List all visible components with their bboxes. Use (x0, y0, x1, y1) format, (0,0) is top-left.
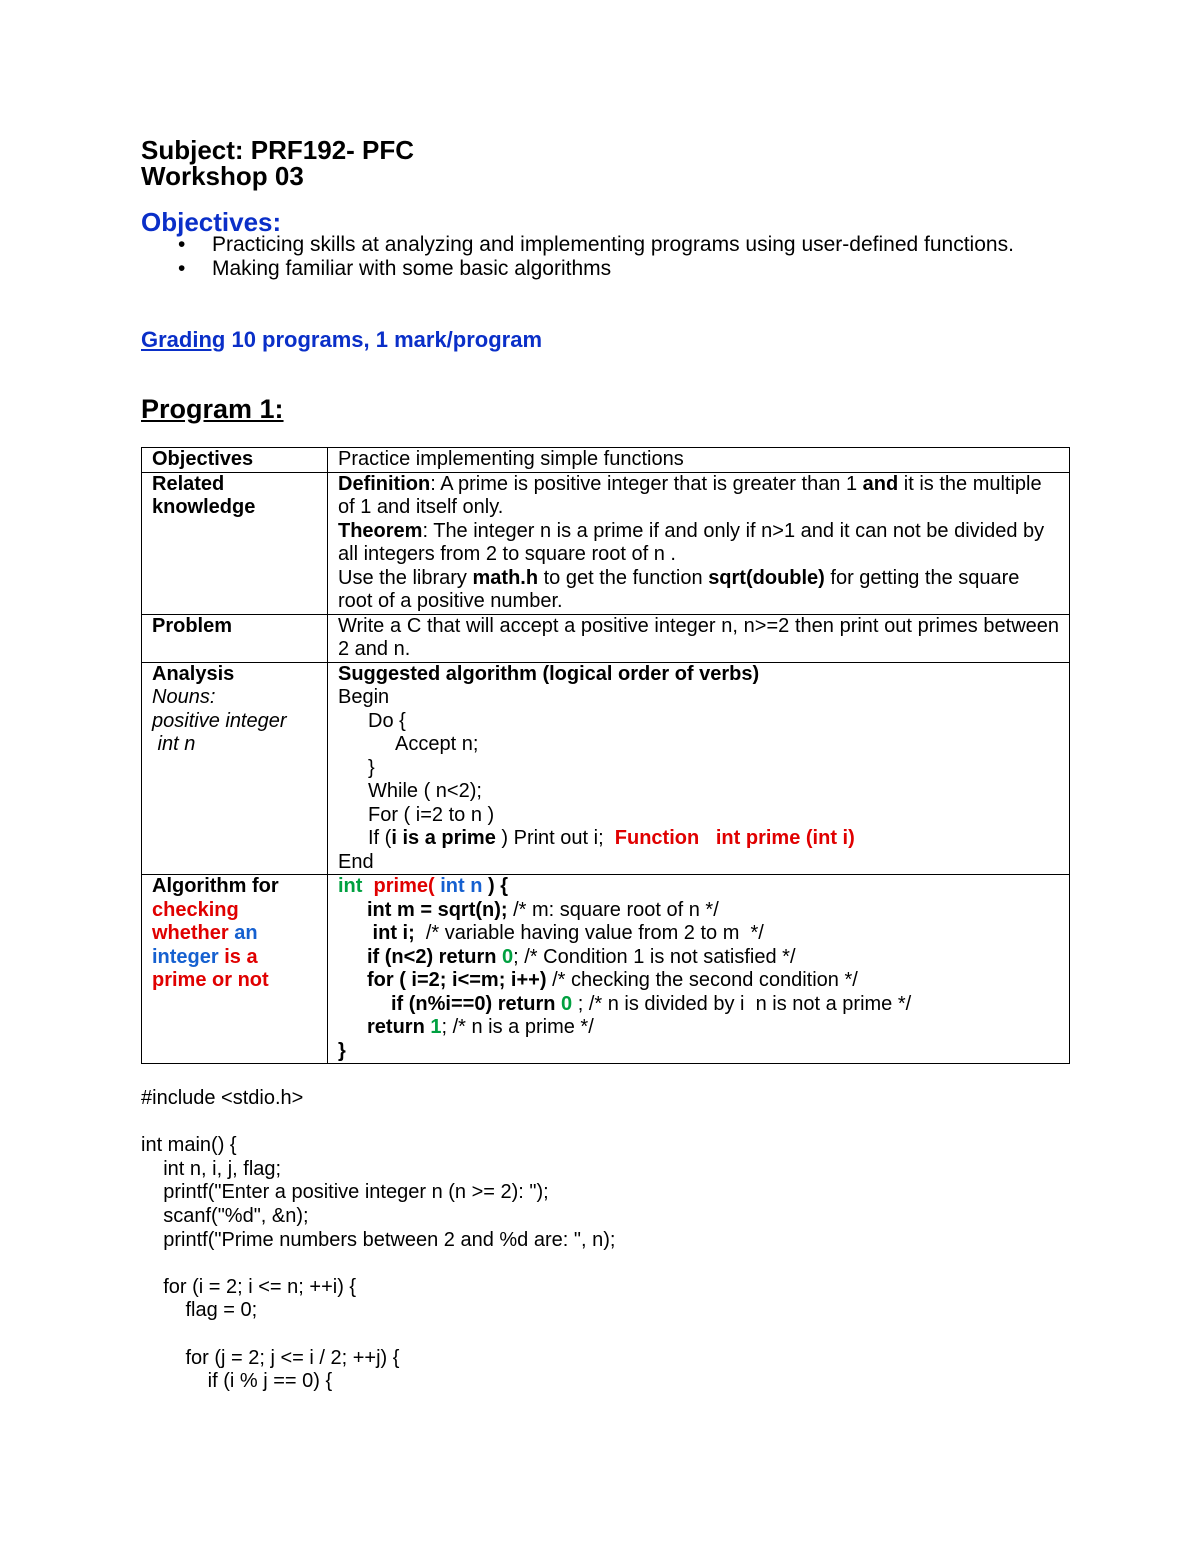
row-label: Problem (142, 614, 328, 662)
grading-label: Grading (141, 327, 226, 352)
code-line: for (i = 2; i <= n; ++i) { (141, 1275, 357, 1298)
label-word: integer (152, 945, 219, 968)
code-comment: ; /* n is divided by i n is not a prime */ (572, 992, 912, 1015)
library-text: for getting the square root of a positive number. (338, 566, 1020, 612)
row-content: Practice implementing simple functions (328, 448, 1070, 473)
row-label (142, 662, 328, 875)
noun-item: int n (152, 733, 196, 755)
algorithm-heading: Suggested algorithm (logical order of verbs) (338, 662, 760, 685)
row-content (328, 875, 1070, 1064)
code-line: for (j = 2; j <= i / 2; ++j) { (141, 1346, 400, 1369)
library-paragraph (338, 567, 1059, 614)
pseudo-text: i is a prime (391, 827, 496, 849)
pseudo-line: While ( n<2); (368, 780, 482, 802)
code-line (141, 1252, 615, 1276)
code-token: prime( (362, 875, 435, 897)
code-line (338, 899, 1059, 923)
grading-line (141, 327, 542, 353)
noun-item: positive integer (152, 709, 287, 732)
nouns-label: Nouns: (152, 686, 216, 708)
definition-text: : A prime is positive integer that is greater than 1 (430, 472, 863, 495)
bullet-icon: • (178, 233, 186, 256)
code-line: printf("Prime numbers between 2 and %d are: ", n); (141, 1228, 616, 1251)
label-word: is a (224, 945, 258, 968)
definition-text: it is the multiple of 1 and itself only. (338, 472, 1042, 518)
pseudo-text: ) Print out i; (495, 827, 615, 849)
code-token: if (n<2) return (367, 945, 503, 968)
code-line (141, 1323, 615, 1347)
library-name: math.h (472, 566, 539, 589)
code-comment: /* checking the second condition */ (546, 969, 858, 991)
code-comment: ; /* Condition 1 is not satisfied */ (513, 945, 796, 968)
program-title: Program 1: (141, 394, 284, 424)
bullet-icon: • (178, 257, 186, 280)
table-row (142, 472, 1070, 614)
table-row (142, 448, 1070, 473)
label-line (152, 946, 317, 970)
theorem-label: Theorem (338, 519, 423, 542)
code-token: int m = sqrt(n); (367, 898, 508, 921)
table-row (142, 662, 1070, 875)
objectives-list (178, 233, 1058, 281)
code-token: ) { (482, 875, 509, 897)
main-code-block (141, 1087, 615, 1394)
row-content: Write a C that will accept a positive integer n, n>=2 then print out primes between 2 and n. (328, 614, 1070, 662)
pseudo-line: For ( i=2 to n ) (368, 803, 495, 826)
code-token: int i; (367, 922, 415, 944)
analysis-label: Analysis (152, 662, 235, 685)
code-comment: ; /* n is a prime */ (441, 1016, 594, 1038)
library-text: to get the function (538, 566, 709, 589)
code-line (338, 1016, 1059, 1040)
subject-title: Subject: PRF192- PFC (141, 135, 415, 165)
theorem-paragraph (338, 520, 1059, 567)
label-line: checking (152, 898, 239, 921)
row-content (328, 662, 1070, 875)
code-line (338, 922, 1059, 946)
code-line (338, 946, 1059, 970)
objectives-heading: Objectives: (141, 207, 282, 237)
code-line: #include <stdio.h> (141, 1087, 304, 1109)
code-token: 0 (502, 945, 514, 968)
label-line: prime or not (152, 969, 269, 991)
definition-and: and (862, 472, 899, 495)
code-token: int (338, 875, 363, 897)
code-line: if (i % j == 0) { (141, 1370, 333, 1393)
definition-label: Definition (338, 472, 431, 495)
pseudo-line: End (338, 850, 374, 873)
pseudo-line: Accept n; (395, 733, 479, 755)
code-line: scanf("%d", &n); (141, 1204, 309, 1227)
code-token: 1 (430, 1016, 442, 1038)
code-token: 0 (561, 992, 573, 1015)
row-label (142, 875, 328, 1064)
label-word: whether (152, 922, 229, 944)
table-row (142, 875, 1070, 1064)
pseudo-text: If ( (368, 827, 392, 849)
label-line: knowledge (152, 496, 256, 518)
code-token: return (367, 1016, 431, 1038)
code-line: int main() { (141, 1134, 237, 1157)
label-word: an (234, 922, 258, 944)
code-line (141, 1111, 615, 1135)
code-line: flag = 0; (141, 1299, 258, 1322)
code-line: printf("Enter a positive integer n (n >= 2): "); (141, 1181, 549, 1204)
workshop-title: Workshop 03 (141, 161, 304, 191)
row-label (142, 472, 328, 614)
program-spec-table (141, 447, 1070, 1064)
list-item (178, 257, 1058, 281)
label-line: Related (152, 472, 225, 495)
code-token: for ( i=2; i<=m; i++) (367, 969, 547, 991)
code-line: int n, i, j, flag; (141, 1157, 282, 1180)
row-content (328, 472, 1070, 614)
code-line (338, 875, 1059, 899)
objective-text: Making familiar with some basic algorithms (212, 257, 612, 280)
pseudo-line: Do { (368, 709, 406, 732)
theorem-text: : The integer n is a prime if and only if n>1 and it can not be divided by all integers from 2 to square root of n . (338, 519, 1045, 565)
code-comment: /* m: square root of n */ (507, 898, 719, 921)
pseudo-line: } (368, 756, 375, 779)
objective-text: Practicing skills at analyzing and implementing programs using user-defined functions. (212, 233, 1014, 256)
code-line: } (338, 1039, 346, 1062)
library-text: Use the library (338, 566, 473, 589)
grading-text: 10 programs, 1 mark/program (225, 327, 543, 352)
pseudo-line (338, 827, 1059, 851)
definition-paragraph (338, 473, 1059, 520)
code-token: int n (434, 875, 483, 897)
pseudo-line: Begin (338, 686, 390, 708)
function-name: sqrt(double) (708, 566, 825, 589)
code-comment: /* variable having value from 2 to m */ (414, 922, 764, 944)
label-line: Algorithm for (152, 875, 279, 897)
code-token: if (n%i==0) return (391, 992, 562, 1015)
table-row (142, 614, 1070, 662)
list-item (178, 233, 1058, 257)
code-line (338, 969, 1059, 993)
function-note: Function int prime (int i) (614, 827, 855, 849)
code-line (338, 993, 1059, 1017)
row-label: Objectives (142, 448, 328, 473)
label-line (152, 922, 317, 946)
